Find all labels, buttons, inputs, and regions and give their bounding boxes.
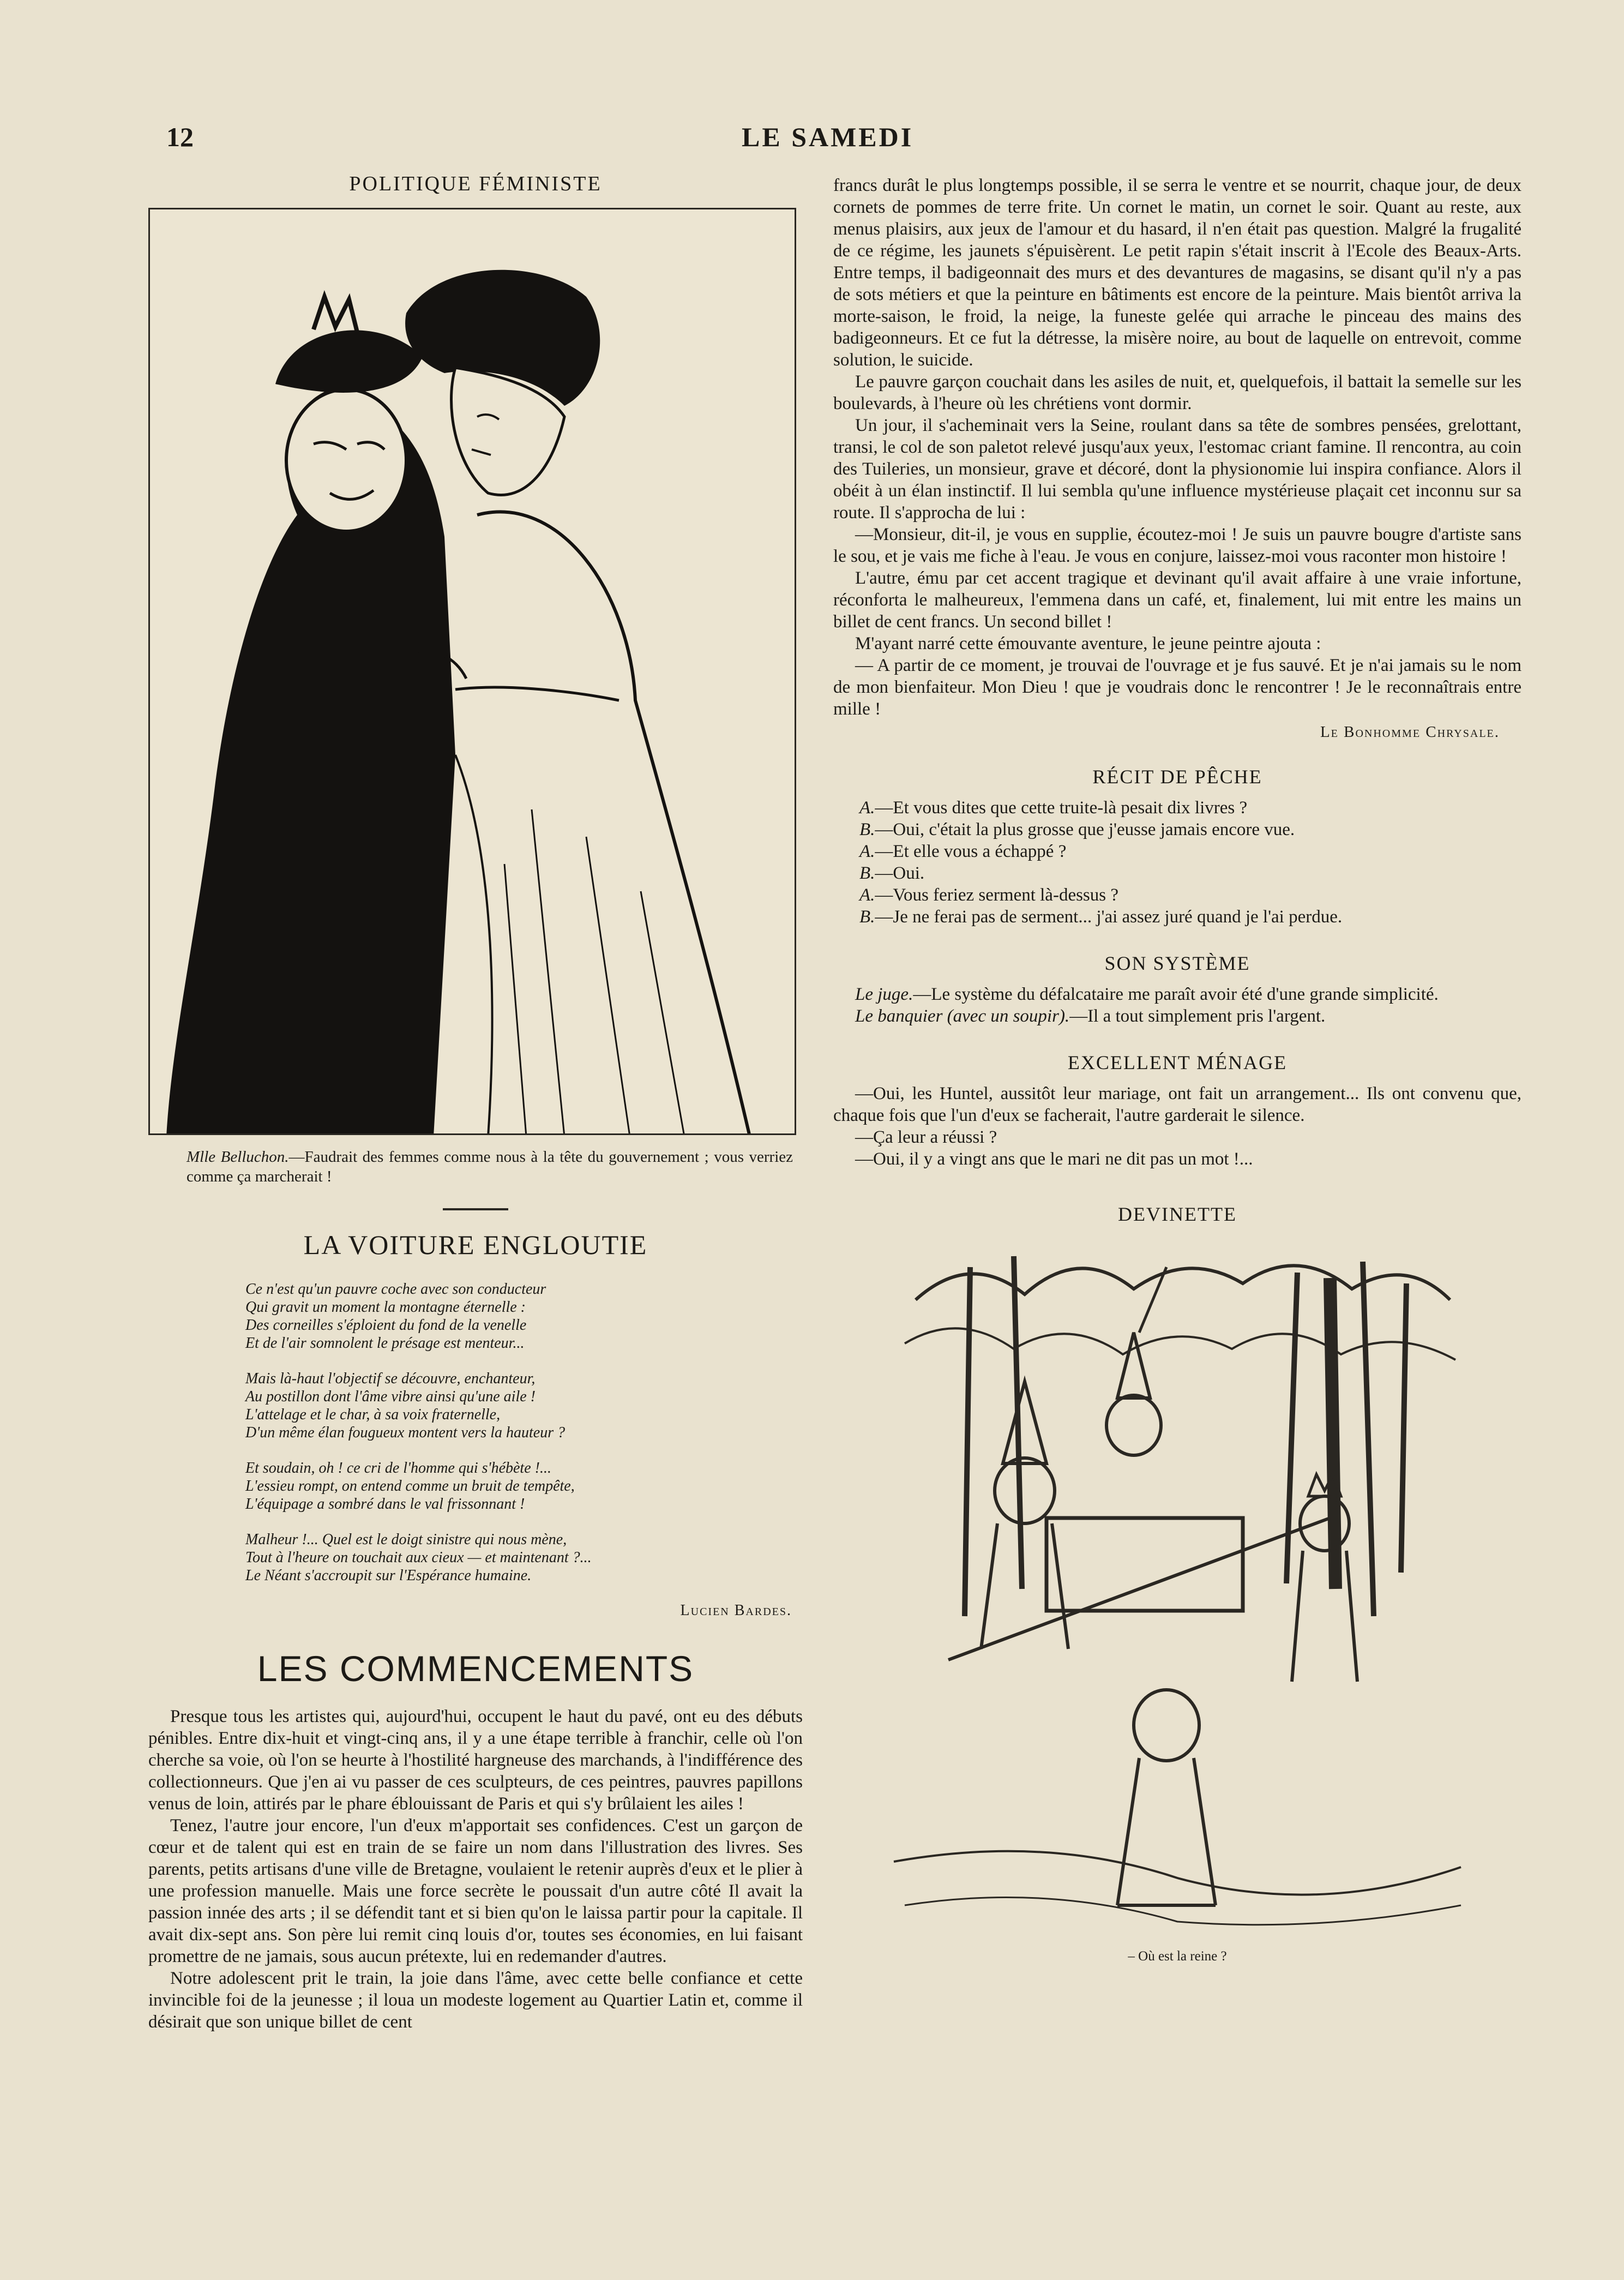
cartoon-caption [148, 1147, 803, 1186]
poem-line: L'équipage a sombré dans le val frissonnant ! [245, 1496, 525, 1513]
article-body-left [148, 1706, 803, 2033]
speaker: A. [859, 885, 875, 905]
dialog-text: —Le système du défalcataire me paraît avoir été d'une grande simplicité. [913, 985, 1439, 1004]
poem-line: Qui gravit un moment la montagne éternelle : [245, 1299, 526, 1316]
masthead: LE SAMEDI [742, 122, 914, 152]
poem-line: Et de l'air somnolent le présage est menteur... [245, 1335, 525, 1352]
paragraph: M'ayant narré cette émouvante aventure, le jeune peintre ajouta : [855, 634, 1321, 653]
poem-line: Malheur !... Quel est le doigt sinistre qui nous mène, [245, 1531, 567, 1548]
poem-stanza [245, 1531, 803, 1585]
dialog-line [833, 1005, 1521, 1027]
dialog-text: —Oui, c'était la plus grosse que j'eusse jamais encore vue. [875, 820, 1295, 839]
paragraph: —Oui, il y a vingt ans que le mari ne dit pas un mot !... [855, 1149, 1253, 1169]
menage-body [833, 1083, 1521, 1170]
section-divider [443, 1208, 508, 1210]
dialog-text: —Et vous dites que cette truite-là pesait dix livres ? [875, 798, 1248, 818]
poem-line: Des corneilles s'éploient du fond de la venelle [245, 1317, 527, 1334]
paragraph: Tenez, l'autre jour encore, l'un d'eux m'apportait ses confidences. C'est un garçon de cœur et de talent qui est en train de se faire un nom dans l'illustration des livres. Ses parents, petits artisans d'une ville de Bretagne, voulaient le retenir auprès d'eux et le plier à une profession manuelle. Mais une force secrète le poussait d'un autre côté Il avait la passion innée des arts ; il se défendit tant et si bien qu'on le laissa partir pour la capitale. Il avait dix-sept ans. Son père lui remit cinq louis d'or, toutes ses économies, en lui faisant promettre de ne jamais, sous aucun prétexte, lui en redemander d'autres. [148, 1816, 803, 1966]
poem-line: Et soudain, oh ! ce cri de l'homme qui s'hébète !... [245, 1460, 551, 1477]
devinette-drawing [883, 1234, 1472, 1938]
speaker: Le banquier (avec un soupir). [855, 1006, 1070, 1026]
systeme-title: SON SYSTÈME [1104, 952, 1250, 974]
caption-text: —Faudrait des femmes comme nous à la tête du gouvernement ; vous verriez comme ça marcherait ! [187, 1148, 793, 1185]
dialog-line [833, 906, 1521, 928]
poem-line: Au postillon dont l'âme vibre ainsi qu'une aile ! [245, 1388, 536, 1405]
dialog-line [833, 862, 1521, 884]
poem-stanza [245, 1459, 803, 1513]
dialog-line [833, 983, 1521, 1005]
devinette-illustration [883, 1234, 1472, 1938]
poem-line: L'essieu rompt, on entend comme un bruit de tempête, [245, 1478, 575, 1495]
page-number: 12 [166, 122, 194, 152]
paragraph: francs durât le plus longtemps possible, il se serra le ventre et se nourrit, chaque jour, de deux cornets de pommes de terre frite. Un cornet le matin, un cornet le soir. Quant au reste, aux menus plaisirs, aux jeux de l'amour et du hasard, il n'en était pas question. Malgré la frugalité de ce régime, les jaunets s'épuisèrent. Le petit rapin s'était inscrit à l'Ecole des Beaux-Arts. Entre temps, il badigeonnait des murs et des devantures de magasins, se disant qu'il n'y a pas de sots métiers et que la peinture en bâtiments est encore de la peinture. Mais bientôt arriva la morte-saison, le froid, la neige, la funeste gelée qui arrache le pinceau des mains des badigeonneurs. Et ce fut la détresse, la misère noire, au bout de laquelle on entrevoit, comme solution, le suicide. [833, 176, 1521, 370]
cartoon-illustration [148, 208, 796, 1135]
devinette-caption: – Où est la reine ? [1128, 1949, 1227, 1964]
devinette-title: DEVINETTE [1118, 1203, 1237, 1225]
poem-line: Ce n'est qu'un pauvre coche avec son conducteur [245, 1281, 546, 1298]
article-author: Le Bonhomme Chrysale. [1320, 723, 1500, 741]
speaker: Le juge. [855, 985, 913, 1004]
paragraph: —Monsieur, dit-il, je vous en supplie, écoutez-moi ! Je suis un pauvre bougre d'artiste sans le sou, et je vais me fiche à l'eau. Je vous en conjure, laissez-moi vous raconter mon histoire ! [833, 525, 1521, 566]
dialog-text: —Je ne ferai pas de serment... j'ai assez juré quand je l'ai perdue. [875, 907, 1343, 927]
paragraph: Un jour, il s'acheminait vers la Seine, roulant dans sa tête de sombres pensées, grelottant, transi, le col de son paletot relevé jusqu'aux yeux, l'estomac criant famine. Il rencontra, au coin des Tuileries, un monsieur, grave et décoré, dont la physionomie lui inspira confiance. Alors il obéit à un élan instinctif. Il lui sembla qu'une influence mystérieuse plaçait cet inconnu sur sa route. Il s'approcha de lui : [833, 416, 1521, 523]
menage-title: EXCELLENT MÉNAGE [1067, 1052, 1288, 1073]
caption-speaker: Mlle Belluchon. [187, 1148, 289, 1166]
poem-line: Mais là-haut l'objectif se découvre, enchanteur, [245, 1370, 536, 1387]
paragraph: Le pauvre garçon couchait dans les asiles de nuit, et, quelquefois, il battait la semelle sur les boulevards, à l'heure où les chrétiens vont dormir. [833, 372, 1521, 413]
speaker: A. [859, 842, 875, 861]
article-body-right [833, 175, 1521, 720]
speaker: B. [859, 907, 875, 927]
dialog-text: —Et elle vous a échappé ? [875, 842, 1067, 861]
article-title: LES COMMENCEMENTS [257, 1648, 694, 1689]
poem-line: L'attelage et le char, à sa voix fraternelle, [245, 1406, 501, 1423]
poem-line: Tout à l'heure on touchait aux cieux — et maintenant ?... [245, 1549, 592, 1566]
dialog-line [833, 819, 1521, 841]
paragraph: — A partir de ce moment, je trouvai de l'ouvrage et je fus sauvé. Et je n'ai jamais su le nom de mon bienfaiteur. Mon Dieu ! que je voudrais donc le rencontrer ! Je le reconnaîtrais entre mille ! [833, 656, 1521, 719]
recit-dialog [833, 797, 1521, 928]
paragraph: —Ça leur a réussi ? [855, 1127, 997, 1147]
poem [148, 1280, 803, 1585]
speaker: A. [859, 798, 875, 818]
dialog-text: —Il a tout simplement pris l'argent. [1069, 1006, 1326, 1026]
poem-line: D'un même élan fougueux montent vers la hauteur ? [245, 1424, 566, 1441]
left-column [148, 172, 803, 2033]
dialog-text: —Vous feriez serment là-dessus ? [875, 885, 1119, 905]
poem-title: LA VOITURE ENGLOUTIE [303, 1229, 648, 1260]
poem-author: Lucien Bardes. [680, 1602, 792, 1619]
right-column [833, 175, 1521, 1964]
recit-title: RÉCIT DE PÊCHE [1092, 766, 1262, 788]
cartoon-title: POLITIQUE FÉMINISTE [349, 172, 602, 195]
paragraph: Notre adolescent prit le train, la joie dans l'âme, avec cette belle confiance et cette invincible foi de la jeunesse ; il loua un modeste logement au Quartier Latin et, comme il désirait que son unique billet de cent [148, 1969, 803, 2032]
paragraph: Presque tous les artistes qui, aujourd'hui, occupent le haut du pavé, ont eu des débuts pénibles. Entre dix-huit et vingt-cinq ans, il y a une étape terrible à franchir, celle où l'on cherche sa voie, où l'on se heurte à l'hostilité hargneuse des marchands, à l'indifférence des collectionneurs. Que j'en ai vu passer de ces sculpteurs, de ces peintres, pauvres papillons venus de loin, attirés par le phare éblouissant de Paris et qui s'y brûlaient les ailes ! [148, 1707, 803, 1814]
dialog-line [833, 841, 1521, 862]
dialog-line [833, 884, 1521, 906]
speaker: B. [859, 820, 875, 839]
speaker: B. [859, 863, 875, 883]
systeme-dialog [833, 983, 1521, 1027]
paragraph: —Oui, les Huntel, aussitôt leur mariage, ont fait un arrangement... Ils ont convenu que, chaque fois que l'un d'eux se facherait, l'autre garderait le silence. [833, 1084, 1521, 1125]
dialog-line [833, 797, 1521, 819]
paragraph: L'autre, ému par cet accent tragique et devinant qu'il avait affaire à une vraie infortune, réconforta le malheureux, l'emmena dans un café, et, finalement, lui mit entre les mains un billet de cent francs. Un second billet ! [833, 568, 1521, 632]
cartoon-drawing [150, 209, 796, 1135]
dialog-text: —Oui. [875, 863, 925, 883]
poem-line: Le Néant s'accroupit sur l'Espérance humaine. [245, 1567, 532, 1584]
poem-stanza [245, 1280, 803, 1352]
poem-stanza [245, 1370, 803, 1442]
